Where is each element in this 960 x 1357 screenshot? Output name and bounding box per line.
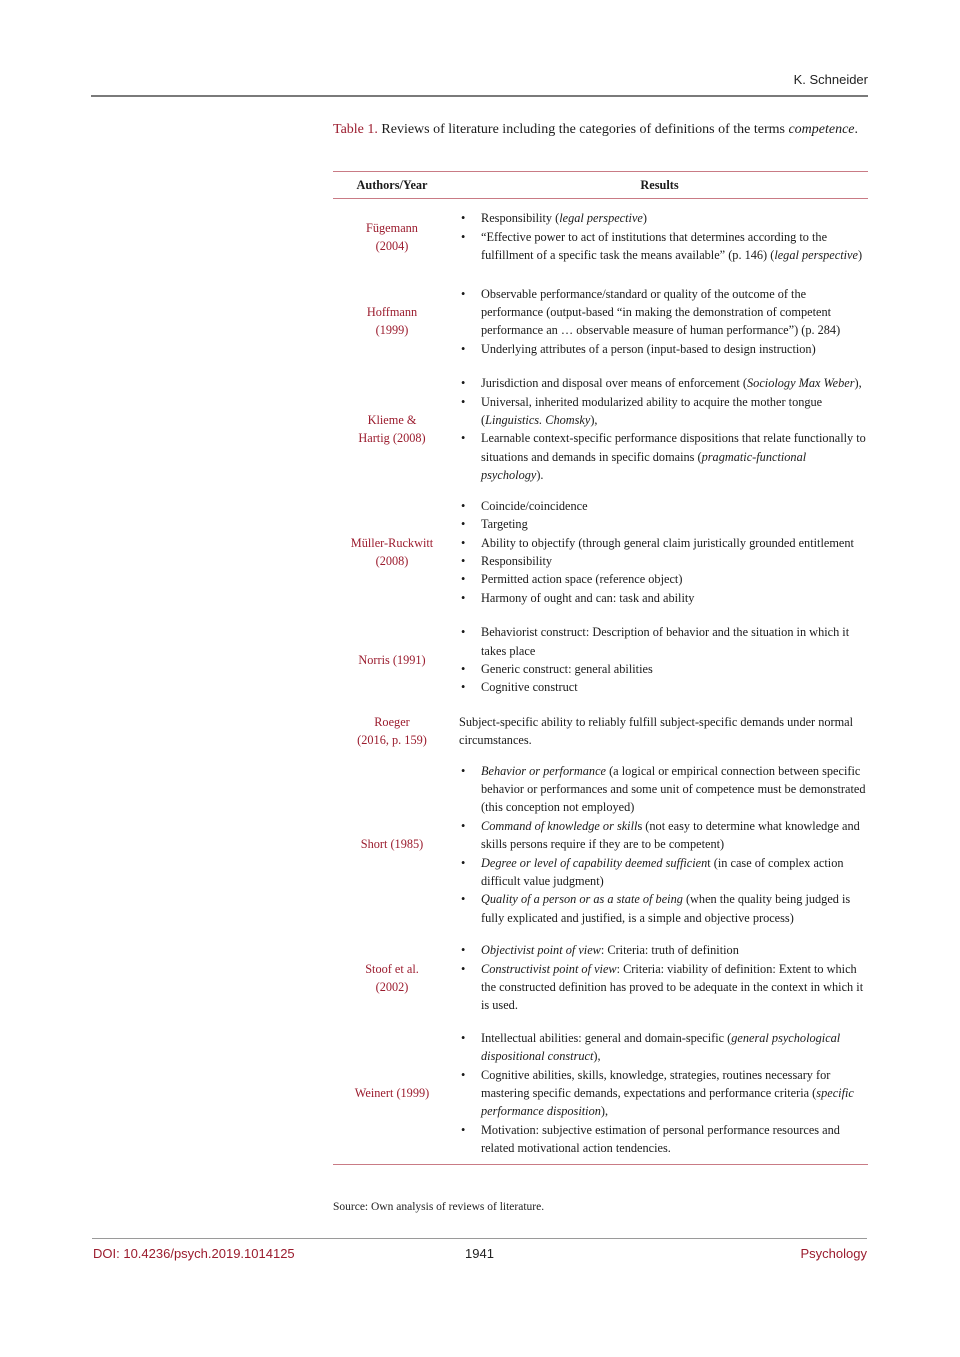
list-item bbox=[461, 660, 868, 678]
list-item bbox=[461, 285, 868, 340]
results-cell bbox=[451, 491, 868, 613]
bullet-icon: • bbox=[461, 211, 466, 226]
results-list bbox=[459, 762, 868, 928]
result-text: ), bbox=[854, 376, 862, 391]
table-header-row bbox=[333, 172, 868, 199]
result-text: Cognitive abilities, skills, knowledge, strategies, routines necessary for mastering specific demands, expectations and performance criteria ( bbox=[481, 1067, 831, 1101]
author-year-line: (2002) bbox=[375, 980, 409, 995]
result-text: Cognitive construct bbox=[481, 680, 578, 695]
list-item bbox=[461, 890, 868, 927]
list-item bbox=[461, 762, 868, 817]
result-text: Universal, inherited modularized ability to acquire the mother tongue ( bbox=[481, 394, 823, 428]
result-text: ) bbox=[857, 248, 863, 263]
result-text: (a logical or empirical connection between specific behavior or performances and some unit of competence must be demonstrated (this conception not employed) bbox=[481, 763, 866, 815]
list-item bbox=[461, 209, 868, 227]
header-authors-year: Authors/Year bbox=[333, 172, 451, 199]
author-year-line: Stoof et al. bbox=[365, 961, 419, 976]
table-row bbox=[333, 1023, 868, 1164]
italic-term: general psychological dispositional construct bbox=[481, 1030, 841, 1064]
bullet-icon: • bbox=[461, 572, 466, 587]
results-list bbox=[459, 209, 868, 264]
author-year-cell bbox=[333, 199, 451, 275]
table-row bbox=[333, 199, 868, 275]
footer-page-number: 1941 bbox=[465, 1246, 494, 1261]
italic-term: pragmatic-functional psychology bbox=[481, 449, 807, 483]
result-text: “Effective power to act of institutions that determines according to the fulfillment of a specific task the means available” (p. 146) ( bbox=[481, 229, 828, 263]
list-item bbox=[461, 1066, 868, 1121]
table-body bbox=[333, 199, 868, 1164]
list-item bbox=[461, 228, 868, 265]
bullet-icon: • bbox=[461, 553, 466, 568]
author-year-cell bbox=[333, 707, 451, 756]
table-row bbox=[333, 613, 868, 707]
bullet-icon: • bbox=[461, 376, 466, 391]
result-text: ), bbox=[593, 1049, 601, 1064]
author-year-line: Norris (1991) bbox=[358, 652, 426, 667]
bullet-icon: • bbox=[461, 1067, 466, 1082]
author-year-cell bbox=[333, 756, 451, 934]
author-year-line: Short (1985) bbox=[360, 837, 424, 852]
result-text: Behaviorist construct: Description of behavior and the situation in which it takes place bbox=[481, 625, 850, 658]
bullet-icon: • bbox=[461, 431, 466, 446]
results-list bbox=[459, 941, 868, 1015]
bullet-icon: • bbox=[461, 1122, 466, 1137]
header-results: Results bbox=[451, 172, 868, 199]
results-cell bbox=[451, 933, 868, 1023]
table-row bbox=[333, 491, 868, 613]
author-year-cell bbox=[333, 368, 451, 490]
results-cell bbox=[451, 613, 868, 707]
caption-end: . bbox=[854, 122, 859, 137]
result-text: ). bbox=[536, 468, 544, 483]
author-year-cell bbox=[333, 1023, 451, 1164]
table-row bbox=[333, 707, 868, 756]
italic-term: specific performance disposition bbox=[481, 1086, 854, 1119]
results-list bbox=[459, 497, 868, 607]
list-item bbox=[461, 429, 868, 484]
italic-term: Constructivist point of view bbox=[481, 961, 617, 976]
bullet-icon: • bbox=[461, 341, 466, 356]
result-text: Ability to objectify (through general claim juristically grounded entitlement bbox=[481, 535, 854, 550]
result-text: Harmony of ought and can: task and ability bbox=[481, 590, 695, 605]
italic-term: Command of knowledge or skill bbox=[481, 818, 638, 833]
footer-divider bbox=[92, 1238, 867, 1239]
author-year-line: Fügemann bbox=[366, 220, 418, 235]
bullet-icon: • bbox=[461, 661, 466, 676]
result-text: Targeting bbox=[481, 517, 528, 532]
italic-term: Sociology Max Weber bbox=[747, 376, 855, 391]
list-item bbox=[461, 515, 868, 533]
list-item bbox=[461, 497, 868, 515]
result-text: Responsibility ( bbox=[481, 211, 560, 226]
table-row bbox=[333, 933, 868, 1023]
author-year-cell bbox=[333, 933, 451, 1023]
bullet-icon: • bbox=[461, 680, 466, 695]
author-year-cell bbox=[333, 613, 451, 707]
results-cell bbox=[451, 707, 868, 756]
result-text: t (in case of complex action difficult value judgment) bbox=[481, 855, 844, 888]
result-text: : Criteria: viability of definition: Extent to which the constructed definition has proved to be adequate in the context in which it is used. bbox=[481, 961, 864, 1013]
author-year-cell bbox=[333, 275, 451, 369]
list-item bbox=[461, 678, 868, 696]
list-item bbox=[461, 854, 868, 891]
list-item bbox=[461, 374, 868, 392]
bullet-icon: • bbox=[461, 625, 466, 640]
result-text: Underlying attributes of a person (input-based to design instruction) bbox=[481, 341, 816, 356]
bullet-icon: • bbox=[461, 855, 466, 870]
result-text: Jurisdiction and disposal over means of enforcement ( bbox=[481, 376, 748, 391]
results-cell bbox=[451, 368, 868, 490]
list-item bbox=[461, 393, 868, 430]
result-paragraph bbox=[459, 713, 868, 750]
table-row bbox=[333, 275, 868, 369]
list-item bbox=[461, 817, 868, 854]
result-text: ), bbox=[600, 1104, 609, 1119]
table-row bbox=[333, 368, 868, 490]
result-text: Permitted action space (reference object) bbox=[481, 572, 683, 587]
result-text: Responsibility bbox=[481, 553, 553, 568]
results-list bbox=[459, 623, 868, 697]
table-label: Table 1. bbox=[333, 122, 378, 137]
result-text: Motivation: subjective estimation of personal performance resources and related motivational action tendencies. bbox=[481, 1122, 840, 1156]
author-year-line: (2004) bbox=[375, 239, 409, 254]
result-text: Observable performance/standard or quality of the outcome of the performance (output-based “in making the demonstration of competent performance an … observable measure of human performance”) (p. 284) bbox=[481, 286, 841, 338]
author-year-line: (1999) bbox=[375, 323, 409, 338]
table-row bbox=[333, 756, 868, 934]
list-item bbox=[461, 552, 868, 570]
italic-term: Objectivist point of view bbox=[481, 943, 601, 958]
results-list bbox=[459, 285, 868, 359]
results-cell bbox=[451, 199, 868, 275]
caption-italic-term: competence bbox=[788, 122, 855, 137]
result-text: s (not easy to determine what knowledge and skills persons require if they are to be competent) bbox=[481, 818, 860, 852]
result-text: Generic construct: general abilities bbox=[481, 661, 653, 676]
result-text: ), bbox=[590, 413, 598, 428]
results-list bbox=[459, 1029, 868, 1158]
author-year-line: Hoffmann bbox=[366, 305, 418, 320]
list-item bbox=[461, 534, 868, 552]
italic-term: Quality of a person or as a state of being bbox=[481, 892, 683, 907]
list-item bbox=[461, 589, 868, 607]
result-text: Learnable context-specific performance dispositions that relate functionally to situations and demands in specific domains ( bbox=[481, 431, 866, 464]
results-cell bbox=[451, 275, 868, 369]
table-caption bbox=[333, 119, 869, 140]
source-note: Source: Own analysis of reviews of literature. bbox=[333, 1201, 545, 1213]
list-item bbox=[461, 623, 868, 660]
author-year-cell bbox=[333, 491, 451, 613]
bullet-icon: • bbox=[461, 229, 466, 244]
italic-term: Linguistics. Chomsky bbox=[485, 413, 591, 428]
result-text: Intellectual abilities: general and domain-specific ( bbox=[481, 1030, 732, 1045]
italic-term: Degree or level of capability deemed sufficien bbox=[481, 855, 708, 870]
header-divider bbox=[91, 95, 868, 97]
bullet-icon: • bbox=[461, 590, 466, 605]
result-text: ) bbox=[642, 211, 647, 226]
result-text: (when the quality being judged is fully explicated and justified, is a simple and objective process) bbox=[481, 892, 851, 925]
bullet-icon: • bbox=[461, 943, 466, 958]
result-text: Subject-specific ability to reliably fulfill subject-specific demands under normal circumstances. bbox=[459, 714, 854, 748]
italic-term: Behavior or performance bbox=[481, 763, 606, 778]
author-year-line: Müller-Ruckwitt bbox=[350, 535, 434, 550]
caption-text: Reviews of literature including the categories of definitions of the terms bbox=[377, 122, 789, 137]
author-year-line: (2016, p. 159) bbox=[357, 733, 427, 748]
bullet-icon: • bbox=[461, 763, 466, 778]
italic-term: legal perspective bbox=[559, 211, 643, 226]
bullet-icon: • bbox=[461, 535, 466, 550]
list-item bbox=[461, 1029, 868, 1066]
result-text: Coincide/coincidence bbox=[481, 498, 588, 513]
results-list bbox=[459, 374, 868, 484]
result-text: : Criteria: truth of definition bbox=[600, 943, 739, 958]
list-item bbox=[461, 941, 868, 959]
bullet-icon: • bbox=[461, 498, 466, 513]
author-year-line: Hartig (2008) bbox=[358, 431, 426, 446]
results-cell bbox=[451, 1023, 868, 1164]
bullet-icon: • bbox=[461, 961, 466, 976]
footer-doi[interactable]: DOI: 10.4236/psych.2019.1014125 bbox=[93, 1246, 295, 1261]
author-year-line: Klieme & bbox=[367, 413, 417, 428]
author-year-line: Roeger bbox=[374, 714, 410, 729]
italic-term: legal perspective bbox=[774, 248, 858, 263]
author-year-line: Weinert (1999) bbox=[354, 1086, 430, 1101]
bullet-icon: • bbox=[461, 517, 466, 532]
running-head-author: K. Schneider bbox=[793, 72, 868, 87]
author-year-line: (2008) bbox=[375, 553, 409, 568]
literature-review-table bbox=[333, 171, 868, 1165]
list-item bbox=[461, 1121, 868, 1158]
bullet-icon: • bbox=[461, 286, 466, 301]
list-item bbox=[461, 570, 868, 588]
results-cell bbox=[451, 756, 868, 934]
list-item bbox=[461, 340, 868, 358]
list-item bbox=[461, 960, 868, 1015]
bullet-icon: • bbox=[461, 818, 466, 833]
bullet-icon: • bbox=[461, 394, 466, 409]
footer-journal-name[interactable]: Psychology bbox=[800, 1246, 867, 1261]
bullet-icon: • bbox=[461, 892, 466, 907]
bullet-icon: • bbox=[461, 1030, 466, 1045]
